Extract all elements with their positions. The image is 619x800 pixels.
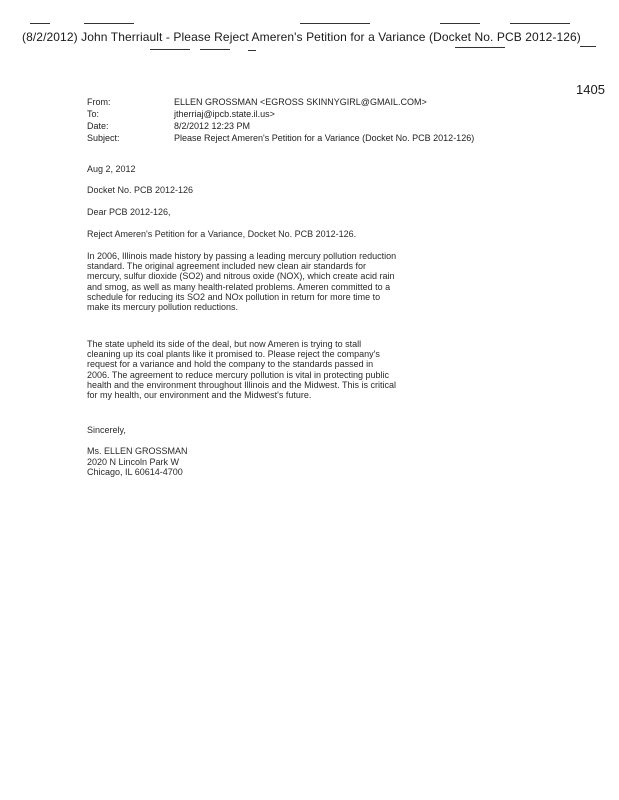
letter-date: Aug 2, 2012 bbox=[87, 164, 136, 174]
to-label: To: bbox=[87, 109, 100, 119]
signature-name: Ms. ELLEN GROSSMAN bbox=[87, 446, 188, 456]
scan-mark bbox=[248, 50, 256, 51]
scan-mark bbox=[200, 49, 230, 50]
scan-mark bbox=[300, 23, 370, 24]
subject-value: Please Reject Ameren's Petition for a Variance (Docket No. PCB 2012-126) bbox=[174, 133, 475, 143]
from-value: ELLEN GROSSMAN <EGROSS SKINNYGIRL@GMAIL.COM> bbox=[174, 97, 427, 107]
letter-paragraph-1 bbox=[87, 251, 397, 312]
letter-closing: Sincerely, bbox=[87, 425, 126, 435]
document-header: (8/2/2012) John Therriault - Please Reject Ameren's Petition for a Variance (Docket No. PCB 2012-126) bbox=[22, 30, 581, 44]
date-label: Date: bbox=[87, 121, 109, 131]
address-line-1: 2020 N Lincoln Park W bbox=[87, 457, 180, 467]
letter-salutation: Dear PCB 2012-126, bbox=[87, 207, 171, 217]
to-row bbox=[87, 108, 474, 120]
scan-mark bbox=[150, 49, 190, 50]
paragraph-2-text: The state upheld its side of the deal, but now Ameren is trying to stall cleaning up its coal plants like it promised to. Please reject the company's request for a variance and hold the company to the standards passed in 2006. The agreement to reduce mercury pollution is vital in protecting public health and the environment throughout Illinois and the Midwest. This is critical for my health, our environment and the Midwest's future. bbox=[87, 339, 397, 401]
date-row bbox=[87, 120, 474, 132]
scan-mark bbox=[440, 23, 480, 24]
letter-subject-line: Reject Ameren's Petition for a Variance, Docket No. PCB 2012-126. bbox=[87, 229, 357, 239]
to-value: jtherriaj@ipcb.state.il.us> bbox=[174, 109, 275, 119]
subject-label: Subject: bbox=[87, 133, 120, 143]
email-metadata bbox=[87, 96, 474, 144]
letter-paragraph-2 bbox=[87, 339, 397, 400]
from-label: From: bbox=[87, 97, 111, 107]
subject-row bbox=[87, 132, 474, 144]
from-row bbox=[87, 96, 474, 108]
scan-mark bbox=[84, 23, 134, 24]
letter-docket: Docket No. PCB 2012-126 bbox=[87, 185, 194, 195]
scan-mark bbox=[30, 23, 50, 24]
scan-mark bbox=[510, 23, 570, 24]
scan-mark bbox=[580, 46, 596, 47]
paragraph-1-text: In 2006, Illinois made history by passing a leading mercury pollution reduction standard. The original agreement included new clean air standards for mercury, sulfur dioxide (SO2) and nitrous oxide (NOX), which create acid rain and smog, as well as many health-related problems. Ameren committed to a schedule for reducing its SO2 and NOx pollution in return for more time to make its mercury pollution reductions. bbox=[87, 251, 397, 313]
page-number: 1405 bbox=[576, 82, 605, 97]
scan-mark bbox=[455, 47, 505, 48]
address-line-2: Chicago, IL 60614-4700 bbox=[87, 467, 183, 477]
date-value: 8/2/2012 12:23 PM bbox=[174, 121, 251, 131]
